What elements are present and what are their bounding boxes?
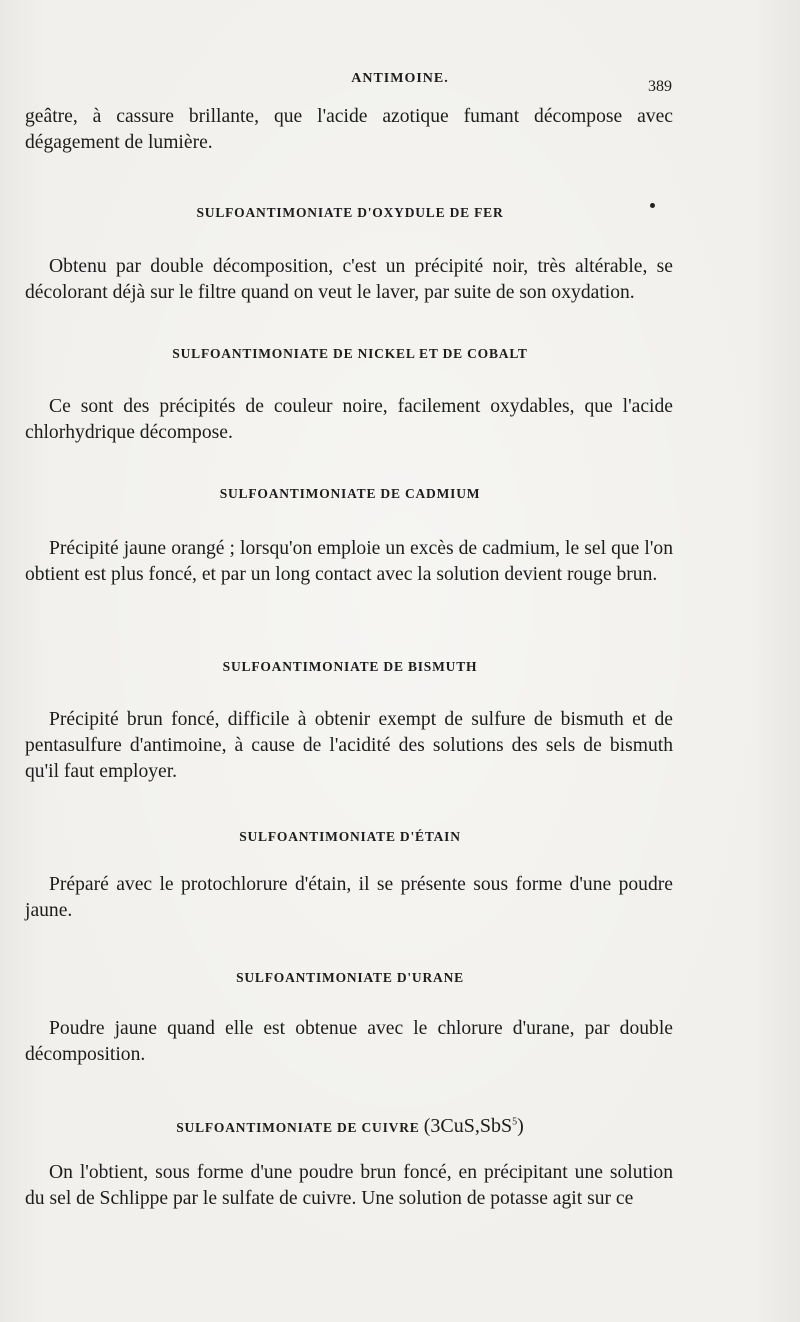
paragraph-cadmium: Précipité jaune orangé ; lorsqu'on emploie un excès de cadmium, le sel que l'on obtient est plus foncé, et par un long contact avec la solution devient rouge brun. bbox=[25, 538, 673, 585]
heading-fer: SULFOANTIMONIATE D'OXYDULE DE FER bbox=[196, 205, 504, 220]
cuivre-formula-main: (3CuS,SbS bbox=[423, 1115, 513, 1137]
paragraph-urane: Poudre jaune quand elle est obtenue avec le chlorure d'urane, par double décomposition. bbox=[25, 1018, 673, 1065]
heading-urane: SULFOANTIMONIATE D'URANE bbox=[236, 970, 464, 985]
heading-nickel-cobalt: SULFOANTIMONIATE DE NICKEL ET DE COBALT bbox=[172, 346, 528, 361]
heading-bismuth: SULFOANTIMONIATE DE BISMUTH bbox=[222, 659, 478, 674]
paragraph-nickel-cobalt: Ce sont des précipités de couleur noire, facilement oxydables, que l'acide chlorhydrique décompose. bbox=[25, 396, 673, 443]
cuivre-formula bbox=[424, 1115, 524, 1137]
paragraph-fer: Obtenu par double décomposition, c'est un précipité noir, très altérable, se décolorant déjà sur le filtre quand on veut le laver, par suite de son oxydation. bbox=[25, 256, 673, 303]
running-head: ANTIMOINE. bbox=[351, 71, 449, 86]
paragraph-cuivre: On l'obtient, sous forme d'une poudre brun foncé, en précipitant une solution du sel de Schlippe par le sulfate de cuivre. Une solution de potasse agit sur ce bbox=[25, 1162, 673, 1209]
heading-cadmium: SULFOANTIMONIATE DE CADMIUM bbox=[219, 486, 481, 501]
intro-paragraph: geâtre, à cassure brillante, que l'acide azotique fumant décompose avec dégagement de lumière. bbox=[25, 106, 673, 153]
cuivre-formula-superscript: 5 bbox=[512, 1116, 518, 1128]
paragraph-etain: Préparé avec le protochlorure d'étain, il se présente sous forme d'une poudre jaune. bbox=[25, 874, 673, 921]
page-number: 389 bbox=[648, 78, 672, 95]
cuivre-formula-close: ) bbox=[517, 1115, 524, 1137]
heading-cuivre-text: SULFOANTIMONIATE DE CUIVRE bbox=[176, 1120, 420, 1135]
paragraph-bismuth: Précipité brun foncé, difficile à obtenir exempt de sulfure de bismuth et de pentasulfure d'antimoine, à cause de l'acidité des solutions des sels de bismuth qu'il faut employer. bbox=[25, 709, 673, 782]
heading-cuivre bbox=[0, 1115, 700, 1138]
heading-etain: SULFOANTIMONIATE D'ÉTAIN bbox=[239, 829, 461, 844]
